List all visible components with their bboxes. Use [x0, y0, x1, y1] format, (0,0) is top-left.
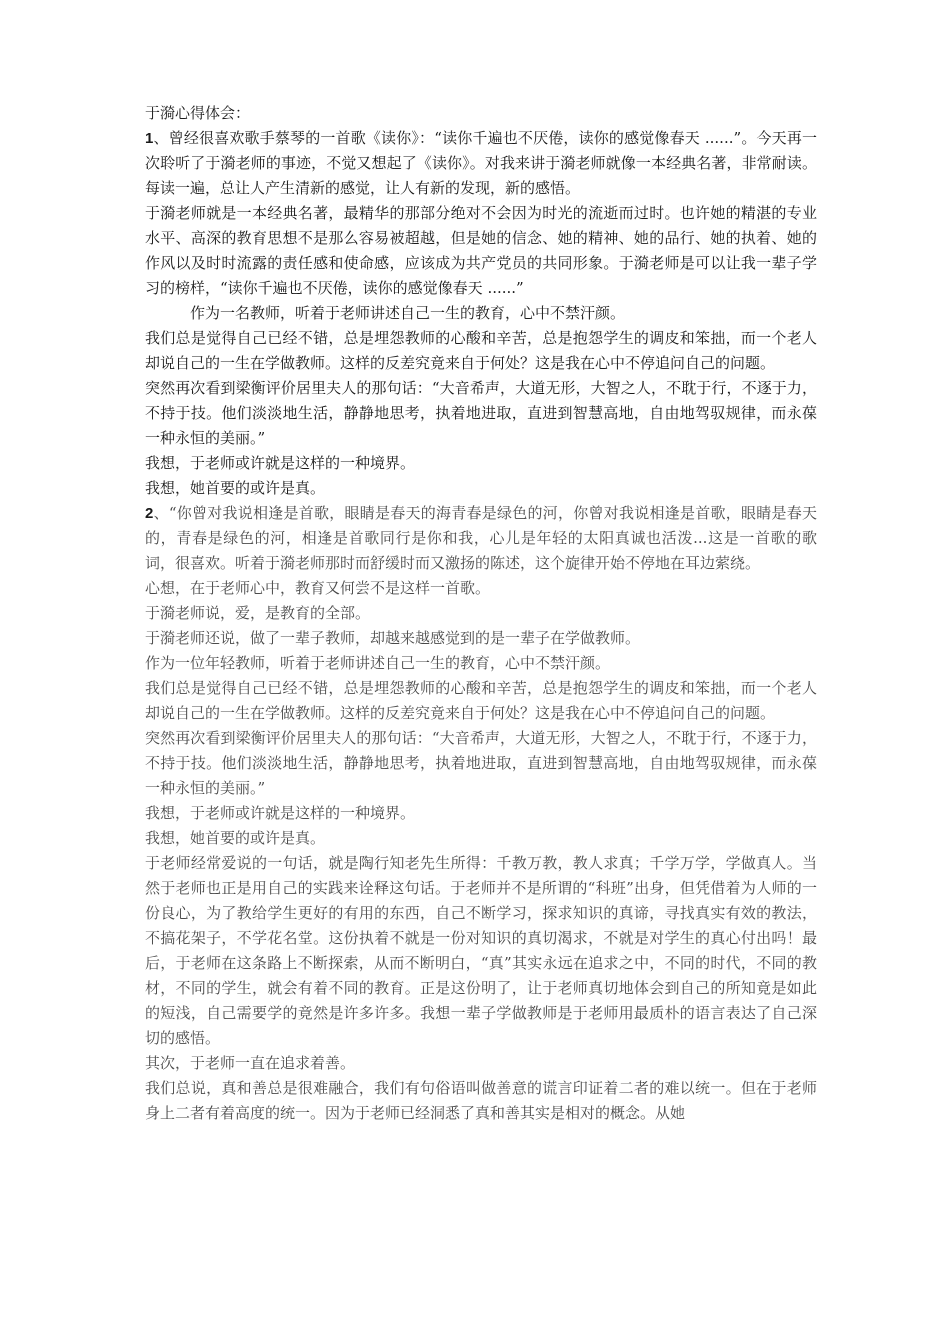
- paragraph-16: 我想，她首要的或许是真。: [145, 829, 326, 847]
- paragraph-11: 于漪老师还说，做了一辈子教师，却越来越感觉到的是一辈子在学做教师。: [145, 629, 641, 647]
- paragraph-1: [145, 126, 817, 201]
- paragraph-14: 突然再次看到梁衡评价居里夫人的那句话：“大音希声，大道无形，大智之人，不耽于行，不逐于力，不持于技。他们淡淡地生活，静静地思考，执着地进取，直进到智慧高地，自由地驾驭规律，而永葆一种永恒的美丽。”: [145, 729, 817, 797]
- document-page: [145, 101, 817, 1126]
- paragraph-5: 突然再次看到梁衡评价居里夫人的那句话：“大音希声，大道无形，大智之人，不耽于行，不逐于力，不持于技。他们淡淡地生活，静静地思考，执着地进取，直进到智慧高地，自由地驾驭规律，而永葆一种永恒的美丽。”: [145, 379, 817, 447]
- paragraph-2: 于漪老师就是一本经典名著，最精华的那部分绝对不会因为时光的流逝而过时。也许她的精湛的专业水平、高深的教育思想不是那么容易被超越，但是她的信念、她的精神、她的品行、她的执着、她的作风以及时时流露的责任感和使命感，应该成为共产党员的共同形象。于漪老师是可以让我一辈子学习的榜样，“读你千遍也不厌倦，读你的感觉像春天 ......”: [145, 204, 817, 297]
- paragraph-1-text: 、曾经很喜欢歌手蔡琴的一首歌《读你》：“读你千遍也不厌倦，读你的感觉像春天 ......”。今天再一次聆听了于漪老师的事迹，不觉又想起了《读你》。对我来讲于漪老师就像一本经典名著，非常耐读。每读一遍，总让人产生清新的感觉，让人有新的发现，新的感悟。: [145, 129, 817, 197]
- paragraph-6: 我想，于老师或许就是这样的一种境界。: [145, 454, 416, 472]
- paragraph-17: 于老师经常爱说的一句话，就是陶行知老先生所得：千教万教，教人求真；千学万学，学做真人。当然于老师也正是用自己的实践来诠释这句话。于老师并不是所谓的“科班”出身，但凭借着为人师的一份良心，为了教给学生更好的有用的东西，自己不断学习，探求知识的真谛，寻找真实有效的教法，不搞花架子，不学花名堂。这份执着不就是一份对知识的真切渴求，不就是对学生的真心付出吗！最后，于老师在这条路上不断探索，从而不断明白，“真”其实永远在追求之中，不同的时代，不同的教材，不同的学生，就会有着不同的教育。正是这份明了，让于老师真切地体会到自己的所知竟是如此的短浅，自己需要学的竟然是许多许多。我想一辈子学做教师是于老师用最质朴的语言表达了自己深切的感悟。: [145, 854, 817, 1047]
- paragraph-18: 其次，于老师一直在追求着善。: [145, 1054, 356, 1072]
- section-number-2: 2: [145, 505, 154, 522]
- paragraph-12: 作为一位年轻教师，听着于老师讲述自己一生的教育，心中不禁汗颜。: [145, 654, 611, 672]
- paragraph-8-text: 、“你曾对我说相逢是首歌，眼睛是春天的海青春是绿色的河，你曾对我说相逢是首歌，眼睛是春天的，青春是绿色的河，相逢是首歌同行是你和我，心儿是年轻的太阳真诚也活泼...这是一首歌的歌词，很喜欢。听着于漪老师那时而舒缓时而又激扬的陈述，这个旋律开始不停地在耳边萦绕。: [145, 504, 817, 572]
- paragraph-4: 我们总是觉得自己已经不错，总是埋怨教师的心酸和辛苦，总是抱怨学生的调皮和笨拙，而一个老人却说自己的一生在学做教师。这样的反差究竟来自于何处？这是我在心中不停追问自己的问题。: [145, 329, 817, 372]
- section-number-1: 1: [145, 130, 154, 147]
- document-title: 于漪心得体会：: [145, 104, 251, 122]
- paragraph-8: [145, 501, 817, 576]
- paragraph-15: 我想，于老师或许就是这样的一种境界。: [145, 804, 416, 822]
- paragraph-7: 我想，她首要的或许是真。: [145, 479, 326, 497]
- paragraph-19: 我们总说，真和善总是很难融合，我们有句俗语叫做善意的谎言印证着二者的难以统一。但在于老师身上二者有着高度的统一。因为于老师已经洞悉了真和善其实是相对的概念。从她: [145, 1079, 817, 1122]
- paragraph-13: 我们总是觉得自己已经不错，总是埋怨教师的心酸和辛苦，总是抱怨学生的调皮和笨拙，而一个老人却说自己的一生在学做教师。这样的反差究竟来自于何处？这是我在心中不停追问自己的问题。: [145, 679, 817, 722]
- paragraph-10: 于漪老师说，爱，是教育的全部。: [145, 604, 371, 622]
- paragraph-9: 心想，在于老师心中，教育又何尝不是这样一首歌。: [145, 579, 491, 597]
- paragraph-3: 作为一名教师，听着于老师讲述自己一生的教育，心中不禁汗颜。: [190, 304, 626, 322]
